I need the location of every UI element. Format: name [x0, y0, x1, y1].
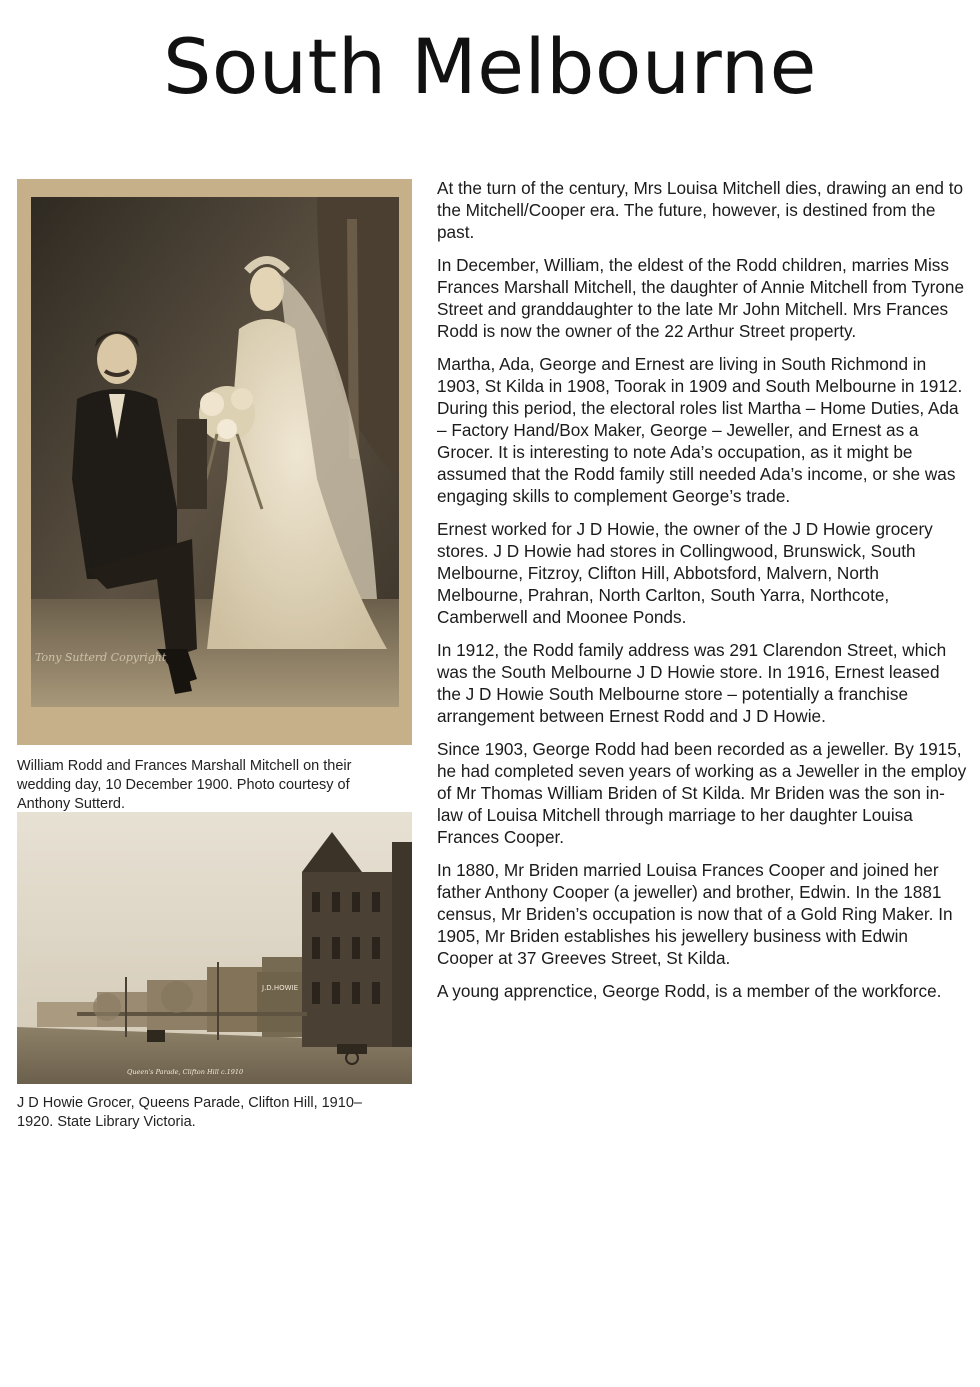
paragraph: Ernest worked for J D Howie, the owner of the J D Howie grocery stores. J D Howie had stores in Collingwood, Brunswick, South Melbourne, Fitzroy, Clifton Hill, Abbotsford, Malvern, North Melbourne, Prahran, North Carlton, South Yarra, Northcote, Camberwell and Moonee Ponds.: [437, 519, 933, 627]
grocer-photo-caption: J D Howie Grocer, Queens Parade, Clifton Hill, 1910–1920. State Library Victoria.: [17, 1095, 362, 1130]
wedding-photo: [17, 179, 412, 745]
paragraph: In December, William, the eldest of the Rodd children, marries Miss Frances Marshall Mitchell, the daughter of Annie Mitchell from Tyrone Street and granddaughter to the late Mr John Mitchell. Mrs Frances Rodd is now the owner of the 22 Arthur Street property.: [437, 255, 965, 341]
shop-sign: J.D.HOWIE: [262, 984, 299, 992]
paragraph: At the turn of the century, Mrs Louisa Mitchell dies, drawing an end to the Mitchell/Cooper era. The future, however, is destined from the past.: [437, 178, 964, 242]
paragraph: In 1880, Mr Briden married Louisa Frances Cooper and joined her father Anthony Cooper (a jeweller) and brother, Edwin. In the 1881 census, Mr Briden’s occupation is now that of a Gold Ring Maker. In 1905, Mr Briden establishes his jewellery business with Edwin Cooper at 37 Greeves Street, St Kilda.: [437, 860, 953, 968]
page-title: South Melbourne: [163, 22, 817, 111]
photo-watermark: Tony Sutterd Copyright: [35, 651, 167, 664]
paragraph: In 1912, the Rodd family address was 291 Clarendon Street, which was the South Melbourne J D Howie store. In 1916, Ernest leased the J D Howie South Melbourne store – potentially a franchise arrangement between Ernest Rodd and J D Howie.: [437, 640, 947, 726]
photo-inscription: Queen's Parade, Clifton Hill c.1910: [127, 1068, 244, 1076]
wedding-photo-caption: William Rodd and Frances Marshall Mitchell on their wedding day, 10 December 1900. Photo courtesy of Anthony Sutterd.: [17, 758, 352, 812]
article-body: [437, 177, 967, 1013]
paragraph: Martha, Ada, George and Ernest are living in South Richmond in 1903, St Kilda in 1908, Toorak in 1909 and South Melbourne in 1912. During this period, the electoral roles list Martha – Home Duties, Ada – Factory Hand/Box Maker, George – Jeweller, and Ernest as a Grocer. It is interesting to note Ada’s occupation, as it might be assumed that the Rodd family still needed Ada’s income, or she was engaging skills to complement George’s trade.: [437, 354, 963, 506]
grocer-street-photo: [17, 812, 412, 1084]
paragraph: A young apprenctice, George Rodd, is a member of the workforce.: [437, 981, 942, 1001]
paragraph: Since 1903, George Rodd had been recorded as a jeweller. By 1915, he had completed seven years of working as a Jeweller in the employ of Mr Thomas William Briden of St Kilda. Mr Briden was the son in-law of Louisa Mitchell through marriage to her daughter Louisa Frances Cooper.: [437, 739, 967, 847]
